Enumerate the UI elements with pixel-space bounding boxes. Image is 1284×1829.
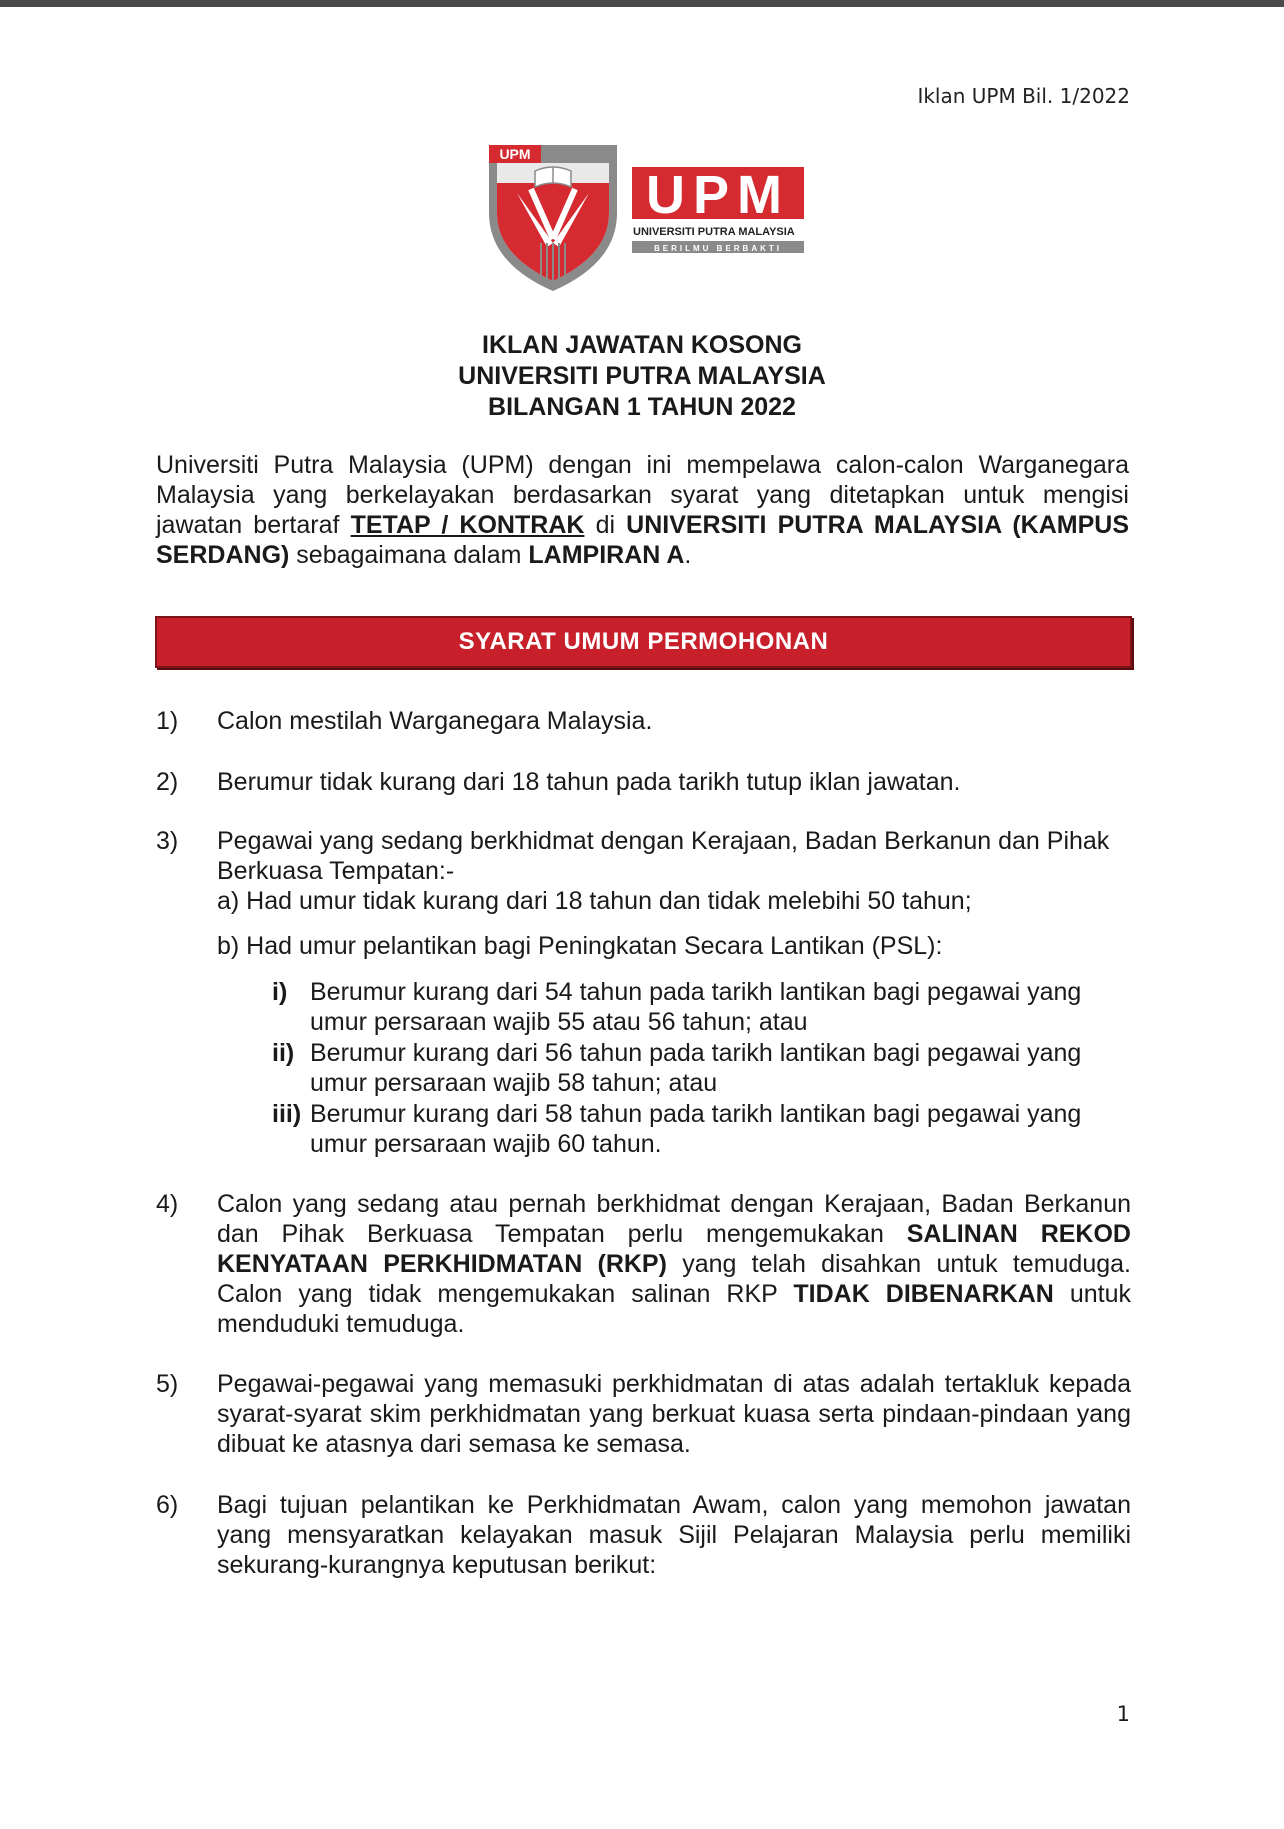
item-3-sub-b: b) Had umur pelantikan bagi Peningkatan Secara Lantikan (PSL):: [217, 932, 943, 960]
roman-text: Berumur kurang dari 58 tahun pada tarikh lantikan bagi pegawai yang umur persaraan wajib 60 tahun.: [310, 1100, 1082, 1158]
roman-text: Berumur kurang dari 56 tahun pada tarikh lantikan bagi pegawai yang umur persaraan wajib 58 tahun; atau: [310, 1039, 1082, 1097]
top-edge-bar: [0, 0, 1284, 7]
item-number: 4): [156, 1190, 179, 1218]
intro-text-4: .: [684, 541, 692, 569]
item-text: [217, 1189, 1131, 1339]
page-number: 1: [1116, 1702, 1130, 1726]
title-line-1: IKLAN JAWATAN KOSONG: [482, 331, 802, 359]
title-line-2: UNIVERSITI PUTRA MALAYSIA: [458, 362, 826, 390]
item-4-text-3: untuk menduduki temuduga.: [217, 1280, 1131, 1338]
item-text: Pegawai-pegawai yang memasuki perkhidmatan di atas adalah tertakluk kepada syarat-syarat skim perkhidmatan yang berkuat kuasa serta pindaan-pindaan yang dibuat ke atasnya dari semasa ke semasa.: [217, 1370, 1131, 1458]
document-title: [0, 330, 1284, 423]
item-text: Pegawai yang sedang berkhidmat dengan Kerajaan, Badan Berkanun dan Pihak Berkuasa Tempatan:-: [217, 827, 1110, 885]
section-heading-banner: SYARAT UMUM PERMOHONAN: [155, 616, 1132, 668]
item-number: 2): [156, 768, 179, 796]
roman-text: Berumur kurang dari 54 tahun pada tarikh lantikan bagi pegawai yang umur persaraan wajib 55 atau 56 tahun; atau: [310, 978, 1082, 1036]
item-text: Berumur tidak kurang dari 18 tahun pada tarikh tutup iklan jawatan.: [217, 768, 961, 796]
intro-text-3: sebagaimana dalam: [289, 541, 529, 569]
item-4-text-2: yang telah disahkan untuk temuduga. Calon yang tidak mengemukakan salinan RKP: [217, 1250, 1131, 1308]
advert-reference: Iklan UPM Bil. 1/2022: [917, 84, 1130, 108]
intro-paragraph: [156, 450, 1129, 570]
item-text: Bagi tujuan pelantikan ke Perkhidmatan Awam, calon yang memohon jawatan yang mensyaratkan kelayakan masuk Sijil Pelajaran Malaysia perlu memiliki sekurang-kurangnya keputusan berikut:: [217, 1491, 1131, 1579]
item-number: 1): [156, 707, 179, 735]
roman-number: iii): [272, 1100, 302, 1128]
upm-shield-emblem: [489, 145, 617, 291]
item-text: Calon mestilah Warganegara Malaysia.: [217, 707, 653, 735]
item-number: 6): [156, 1491, 179, 1519]
roman-number: ii): [272, 1039, 295, 1067]
svg-text:BERILMU BERBAKTI: BERILMU BERBAKTI: [654, 244, 782, 253]
item-number: 5): [156, 1370, 179, 1398]
upm-logo: [487, 143, 807, 293]
item-4-bold-2: TIDAK DIBENARKAN: [793, 1280, 1054, 1308]
title-line-3: BILANGAN 1 TAHUN 2022: [488, 393, 796, 421]
item-3-sub-a: a) Had umur tidak kurang dari 18 tahun dan tidak melebihi 50 tahun;: [217, 887, 972, 915]
svg-text:UPM: UPM: [646, 165, 790, 225]
intro-text-2: di: [584, 511, 627, 539]
intro-text-1: Universiti Putra Malaysia (UPM) dengan ini mempelawa calon-calon Warganegara Malaysia yang berkelayakan berdasarkan syarat yang ditetapkan untuk mengisi jawatan bertaraf: [156, 451, 1129, 539]
item-number: 3): [156, 827, 179, 855]
svg-text:UPM: UPM: [499, 146, 531, 162]
upm-wordmark: [632, 165, 804, 253]
item-4-bold-1: SALINAN REKOD KENYATAAN PERKHIDMATAN (RKP): [217, 1220, 1131, 1278]
roman-number: i): [272, 978, 288, 1006]
item-4-text-1: Calon yang sedang atau pernah berkhidmat dengan Kerajaan, Badan Berkanun dan Pihak Berkuasa Tempatan perlu mengemukakan: [217, 1190, 1131, 1248]
intro-location: UNIVERSITI PUTRA MALAYSIA (KAMPUS SERDANG): [156, 511, 1130, 569]
svg-text:UNIVERSITI PUTRA MALAYSIA: UNIVERSITI PUTRA MALAYSIA: [633, 226, 795, 238]
intro-appendix: LAMPIRAN A: [528, 541, 685, 569]
intro-status: TETAP / KONTRAK: [350, 511, 585, 539]
